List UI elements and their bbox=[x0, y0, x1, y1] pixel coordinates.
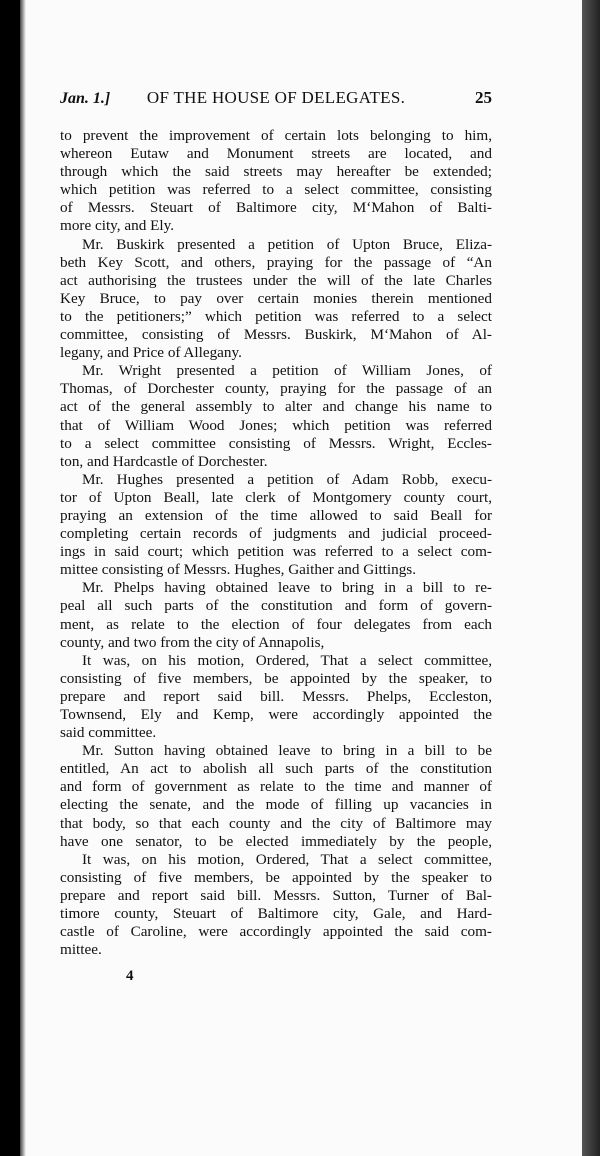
text-line: that of William Wood Jones; which petition was referred bbox=[60, 416, 492, 434]
text-line: Thomas, of Dorchester county, praying for the passage of an bbox=[60, 380, 492, 398]
text-line: mittee consisting of Messrs. Hughes, Gaither and Gittings. bbox=[60, 561, 417, 579]
text-line: Mr. Buskirk presented a petition of Upton Bruce, Eliza- bbox=[82, 235, 492, 253]
text-line: Mr. Wright presented a petition of William Jones, of bbox=[82, 362, 492, 380]
text-line: which petition was referred to a select committee, consisting bbox=[60, 181, 492, 199]
text-line: mittee. bbox=[60, 941, 102, 959]
text-line: completing certain records of judgments and judicial proceed- bbox=[60, 525, 492, 543]
text-line: Mr. Hughes presented a petition of Adam Robb, execu- bbox=[82, 470, 492, 488]
page-left-edge-shadow bbox=[20, 0, 26, 1156]
text-line: entitled, An act to abolish all such parts of the constitution bbox=[60, 760, 492, 778]
body-text bbox=[60, 127, 492, 959]
text-line: to prevent the improvement of certain lots belonging to him, bbox=[60, 127, 492, 144]
text-line: legany, and Price of Allegany. bbox=[60, 344, 242, 362]
text-line: Townsend, Ely and Kemp, were accordingly appointed the bbox=[60, 706, 492, 723]
text-line: through which the said streets may hereafter be extended; bbox=[60, 163, 492, 181]
text-line: committee, consisting of Messrs. Buskirk, M‘Mahon of Al- bbox=[60, 326, 492, 344]
text-line: consisting of five members, be appointed by the speaker, to bbox=[60, 669, 492, 687]
page-number: 25 bbox=[475, 88, 492, 107]
text-line: consisting of five members, be appointed by the speaker to bbox=[60, 868, 492, 886]
text-line: prepare and report said bill. Messrs. Phelps, Eccleston, bbox=[60, 687, 492, 705]
text-line: Key Bruce, to pay over certain monies therein mentioned bbox=[60, 289, 492, 307]
text-line: prepare and report said bill. Messrs. Sutton, Turner of Bal- bbox=[60, 886, 492, 904]
text-line: tor of Upton Beall, late clerk of Montgomery county court, bbox=[60, 488, 492, 506]
text-line: have one senator, to be elected immediately by the people, bbox=[60, 832, 492, 850]
text-line: Mr. Phelps having obtained leave to bring in a bill to re- bbox=[82, 579, 492, 597]
text-line: castle of Caroline, were accordingly appointed the said com- bbox=[60, 923, 492, 941]
text-line: to a select committee consisting of Messrs. Wright, Eccles- bbox=[60, 434, 492, 452]
text-line: ton, and Hardcastle of Dorchester. bbox=[60, 452, 268, 470]
text-line: peal all such parts of the constitution and form of govern- bbox=[60, 597, 492, 615]
text-line: act authorising the trustees under the will of the late Charles bbox=[60, 271, 492, 289]
text-line: praying an extension of the time allowed to said Beall for bbox=[60, 506, 492, 524]
signature-mark: 4 bbox=[126, 968, 134, 984]
text-line: that body, so that each county and the city of Baltimore may bbox=[60, 814, 492, 832]
text-line: and form of government as relate to the time and manner of bbox=[60, 778, 492, 796]
page-right-edge-shadow bbox=[582, 0, 600, 1156]
text-line: whereon Eutaw and Monument streets are located, and bbox=[60, 145, 492, 163]
text-line: timore county, Steuart of Baltimore city, Gale, and Hard- bbox=[60, 905, 492, 923]
text-line: to the petitioners;” which petition was referred to a select bbox=[60, 307, 492, 325]
text-line: It was, on his motion, Ordered, That a select committee, bbox=[82, 850, 492, 868]
running-header bbox=[60, 88, 492, 112]
text-line: ment, as relate to the election of four delegates from each bbox=[60, 615, 492, 633]
text-line: Mr. Sutton having obtained leave to bring in a bill to be bbox=[82, 742, 492, 760]
text-line: ings in said court; which petition was referred to a select com- bbox=[60, 543, 492, 561]
header-title: OF THE HOUSE OF DELEGATES. bbox=[146, 88, 406, 107]
text-line: act of the general assembly to alter and change his name to bbox=[60, 398, 492, 416]
text-line: It was, on his motion, Ordered, That a select committee, bbox=[82, 651, 492, 669]
header-date: Jan. 1.] bbox=[60, 90, 111, 107]
text-line: of Messrs. Steuart of Baltimore city, M‘Mahon of Balti- bbox=[60, 199, 492, 217]
text-line: county, and two from the city of Annapolis, bbox=[60, 633, 325, 651]
text-line: beth Key Scott, and others, praying for the passage of “An bbox=[60, 253, 492, 271]
text-line: electing the senate, and the mode of filling up vacancies in bbox=[60, 796, 492, 814]
text-line: more city, and Ely. bbox=[60, 217, 175, 235]
text-line: said committee. bbox=[60, 724, 157, 742]
